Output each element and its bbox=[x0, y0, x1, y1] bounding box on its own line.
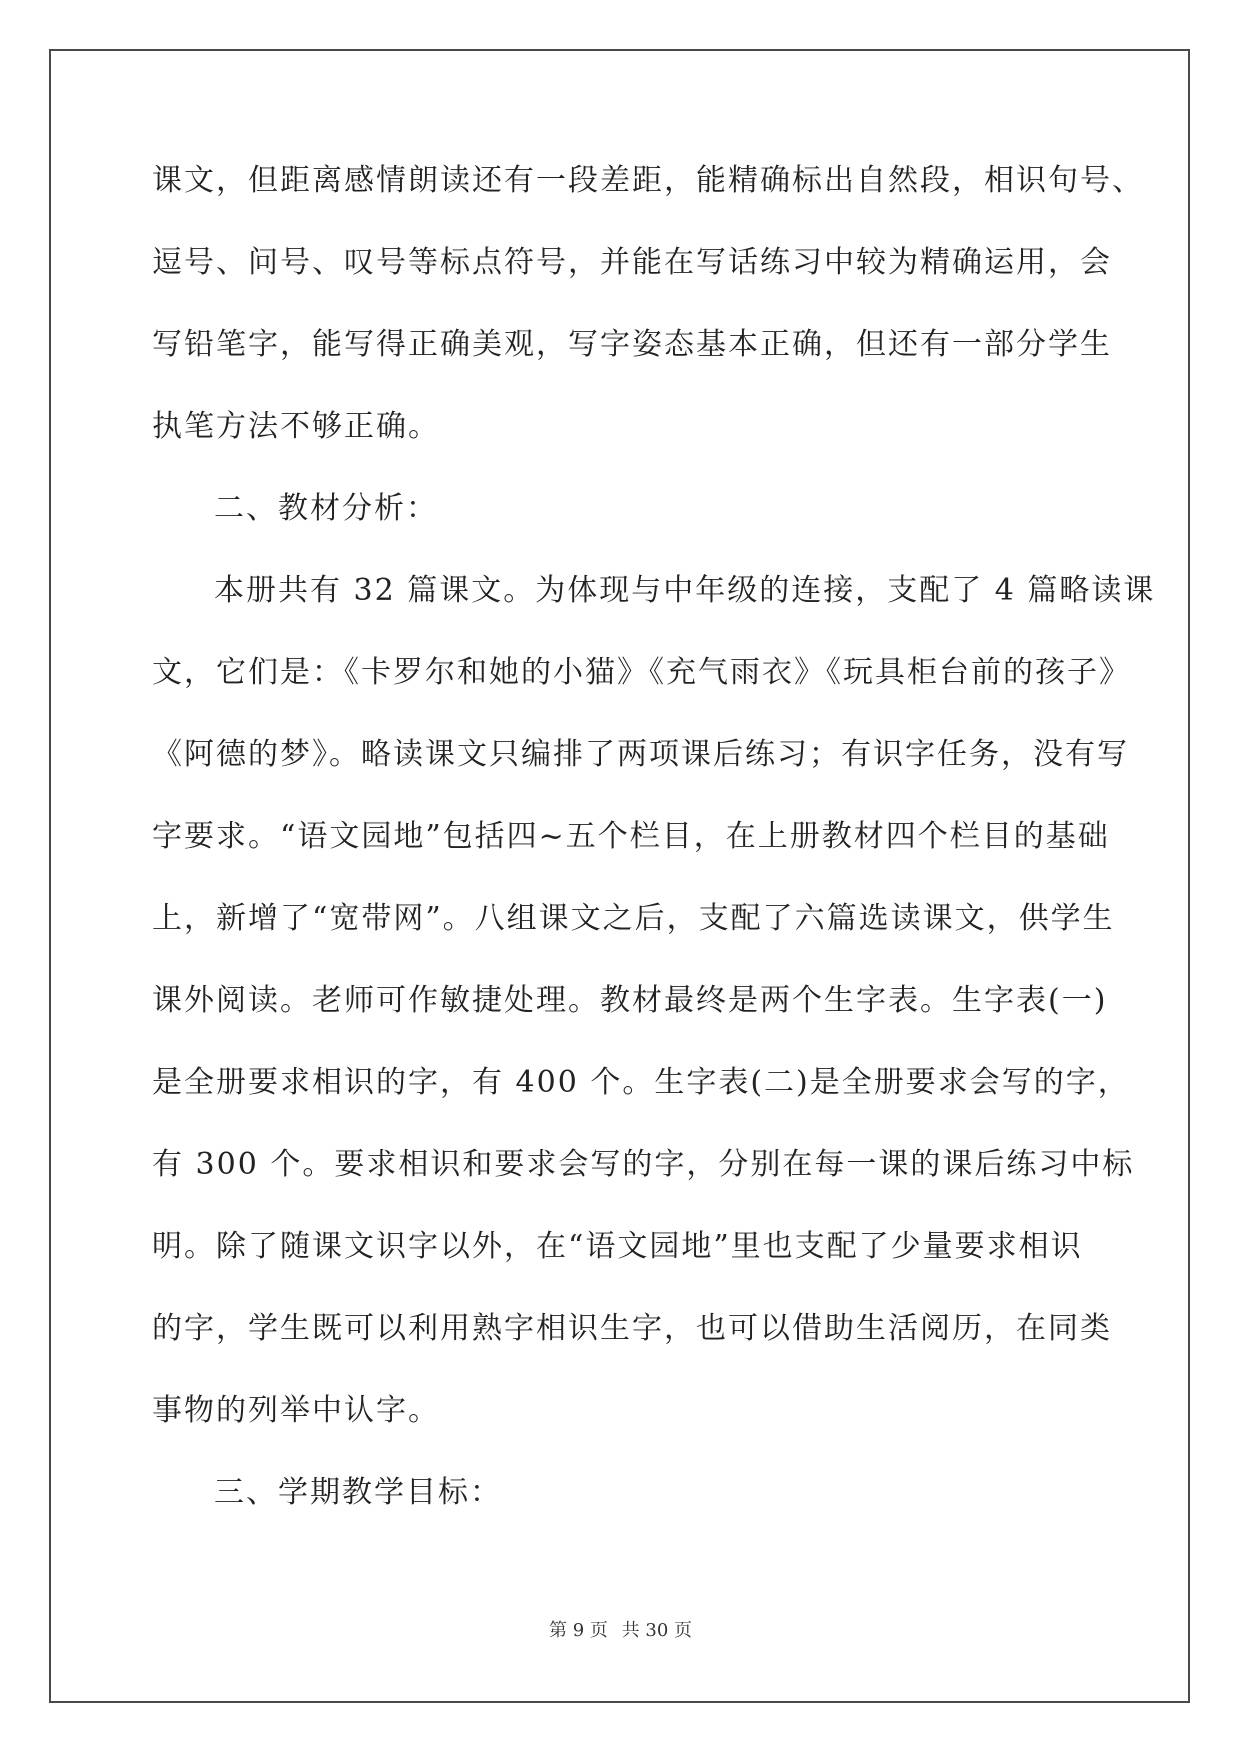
paragraph-line: 是全册要求相识的字，有 400 个。生字表(二)是全册要求会写的字， bbox=[152, 1065, 1130, 1100]
paragraph-line: 上，新增了“宽带网”。八组课文之后，支配了六篇选读课文，供学生 bbox=[152, 901, 1115, 936]
paragraph-line: 执笔方法不够正确。 bbox=[152, 409, 440, 444]
section-heading: 二、教材分析： bbox=[214, 491, 438, 526]
paragraph-line: 明。除了随课文识字以外，在“语文园地”里也支配了少量要求相识 bbox=[152, 1229, 1083, 1264]
page-footer bbox=[0, 1616, 1241, 1642]
paragraph-line: 的字，学生既可以利用熟字相识生字，也可以借助生活阅历，在同类 bbox=[152, 1311, 1112, 1346]
paragraph-line: 课文，但距离感情朗读还有一段差距，能精确标出自然段，相识句号、 bbox=[152, 163, 1144, 198]
paragraph-line: 事物的列举中认字。 bbox=[152, 1393, 440, 1428]
paragraph-line: 《阿德的梦》。略读课文只编排了两项课后练习；有识字任务，没有写 bbox=[152, 737, 1129, 772]
paragraph-line: 课外阅读。老师可作敏捷处理。教材最终是两个生字表。生字表(一) bbox=[152, 983, 1108, 1018]
paragraph-line: 有 300 个。要求相识和要求会写的字，分别在每一课的课后练习中标 bbox=[152, 1147, 1135, 1182]
page-number: 第 9 页 bbox=[549, 1620, 608, 1641]
section-heading: 三、学期教学目标： bbox=[214, 1475, 502, 1510]
paragraph-line: 字要求。“语文园地”包括四~五个栏目，在上册教材四个栏目的基础 bbox=[152, 819, 1110, 854]
document-body bbox=[152, 140, 1156, 1534]
paragraph-line: 本册共有 32 篇课文。为体现与中年级的连接，支配了 4 篇略读课 bbox=[214, 573, 1156, 608]
paragraph-line: 文，它们是：《卡罗尔和她的小猫》《充气雨衣》《玩具柜台前的孩子》 bbox=[152, 655, 1131, 690]
paragraph-line: 写铅笔字，能写得正确美观，写字姿态基本正确，但还有一部分学生 bbox=[152, 327, 1112, 362]
page-total: 共 30 页 bbox=[621, 1620, 692, 1641]
paragraph-line: 逗号、问号、叹号等标点符号，并能在写话练习中较为精确运用，会 bbox=[152, 245, 1112, 280]
